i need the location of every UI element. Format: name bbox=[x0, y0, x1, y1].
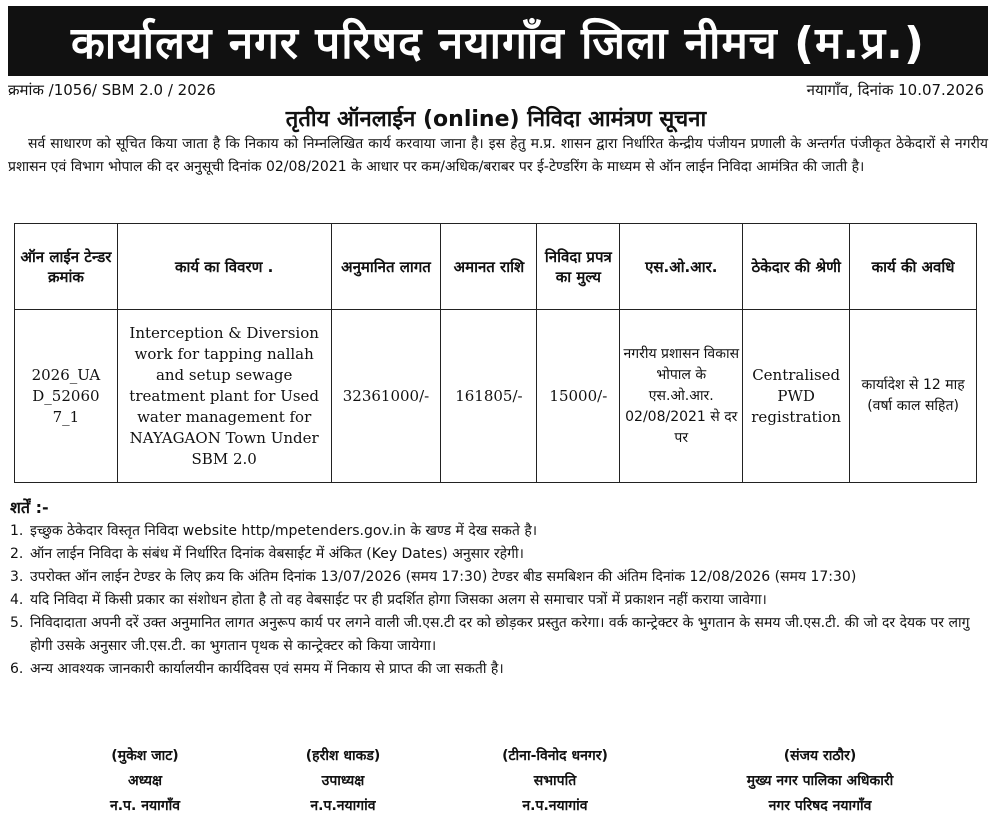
terms-list bbox=[10, 520, 985, 681]
term-item bbox=[10, 658, 985, 681]
header-contractor-category: ठेकेदार की श्रेणी bbox=[743, 224, 850, 310]
signatory-president bbox=[60, 744, 230, 819]
term-text: यदि निविदा में किसी प्रकार का संशोधन होता है तो वह वेबसाईट पर ही प्रदर्शित होगा जिसका अलग से समाचार पत्रों में प्रकाशन नहीं कराया जावेगा। bbox=[30, 592, 767, 608]
signatory-designation: सभापति bbox=[533, 773, 577, 789]
cell-description: Interception & Diversion work for tapping nallah and setup sewage treatment plant for Used water management for NAYAGAON Town Under SBM 2.0 bbox=[117, 310, 331, 483]
signatory-chairperson bbox=[450, 744, 660, 819]
term-number: 3. bbox=[10, 569, 24, 585]
term-text: ऑन लाईन निविदा के संबंध में निर्धारित दिनांक वेबसाईट में अंकित (Key Dates) अनुसार रहेगी। bbox=[30, 546, 524, 562]
place-date: नयागाँव, दिनांक 10.07.2026 bbox=[806, 81, 984, 99]
reference-line bbox=[8, 80, 988, 102]
term-number: 1. bbox=[10, 523, 24, 539]
cell-form-fee: 15000/- bbox=[537, 310, 620, 483]
office-banner: कार्यालय नगर परिषद नयागाँव जिला नीमच (म.प्र.) bbox=[8, 6, 988, 76]
term-item bbox=[10, 589, 985, 612]
table-header-row bbox=[15, 224, 977, 310]
header-tender-no: ऑन लाईन टेन्डर क्रमांक bbox=[15, 224, 118, 310]
intro-paragraph bbox=[8, 133, 988, 179]
header-sor: एस.ओ.आर. bbox=[620, 224, 743, 310]
term-item bbox=[10, 566, 985, 589]
header-description: कार्य का विवरण . bbox=[117, 224, 331, 310]
intro-text: सर्व साधारण को सूचित किया जाता है कि निकाय को निम्नलिखित कार्य करवाया जाना है। इस हेतु म.प्र. शासन द्वारा निर्धारित केन्द्रीय पंजीयन प्रणाली के अन्तर्गत पंजीकृत ठेकेदारों से नगरीय प्रशासन एवं विभाग भोपाल की दर अनुसूची दिनांक 02/08/2021 के आधार पर कम/अधिक/बराबर पर ई-टेण्डरिंग के माध्यम से ऑन लाईन निविदा आमंत्रित की जाती है। bbox=[8, 136, 988, 175]
terms-heading: शर्तें :- bbox=[10, 498, 49, 517]
term-item bbox=[10, 543, 985, 566]
signatory-designation: उपाध्यक्ष bbox=[321, 773, 365, 789]
signatory-name: (संजय राठौर) bbox=[783, 748, 857, 764]
signatory-name: (हरीश धाकड) bbox=[305, 748, 381, 764]
term-text: निविदादाता अपनी दरें उक्त अनुमानित लागत अनुरूप कार्य पर लगने वाली जी.एस.टी दर को छोड़कर प्रस्तुत करेगा। वर्क कान्ट्रेक्टर के भुगतान के समय जी.एस.टी. की जो दर देयक पर लागु होगी उसके अनुसार जी.एस.टी. का भुगतान पृथक से कान्ट्रेक्टर को किया जायेगा। bbox=[30, 615, 970, 654]
signatory-office: नगर परिषद नयागाँव bbox=[768, 798, 872, 814]
notice-title: तृतीय ऑनलाईन (online) निविदा आमंत्रण सूचना bbox=[285, 107, 707, 132]
term-number: 2. bbox=[10, 546, 24, 562]
term-number: 4. bbox=[10, 592, 24, 608]
term-text: इच्छुक ठेकेदार विस्तृत निविदा website http/mpetenders.gov.in के खण्ड में देख सकते है। bbox=[30, 523, 538, 539]
table-row bbox=[15, 310, 977, 483]
cell-contractor-category: Centralised PWD registration bbox=[743, 310, 850, 483]
term-text: अन्य आवश्यक जानकारी कार्यालयीन कार्यदिवस एवं समय में निकाय से प्राप्त की जा सकती है। bbox=[30, 661, 504, 677]
header-estimated-cost: अनुमानित लागत bbox=[331, 224, 441, 310]
signatory-office: न.प.नयागांव bbox=[310, 798, 376, 814]
term-number: 5. bbox=[10, 615, 24, 631]
term-item bbox=[10, 520, 985, 543]
reference-number: क्रमांक /1056/ SBM 2.0 / 2026 bbox=[8, 81, 216, 99]
tender-table bbox=[14, 223, 977, 483]
term-item bbox=[10, 612, 985, 658]
cell-tender-no: 2026_UAD_520607_1 bbox=[15, 310, 118, 483]
signatory-designation: मुख्य नगर पालिका अधिकारी bbox=[746, 773, 894, 789]
signatory-designation: अध्यक्ष bbox=[127, 773, 163, 789]
header-form-fee: निविदा प्रपत्र का मुल्य bbox=[537, 224, 620, 310]
signatory-vice-president bbox=[258, 744, 428, 819]
signatory-office: न.प. नयागाँव bbox=[109, 798, 181, 814]
signatory-cmo bbox=[690, 744, 950, 819]
term-text: उपरोक्त ऑन लाईन टेण्डर के लिए क्रय कि अंतिम दिनांक 13/07/2026 (समय 17:30) टेण्डर बीड समबिशन की अंतिम दिनांक 12/08/2026 (समय 17:30) bbox=[30, 569, 857, 585]
header-emd: अमानत राशि bbox=[441, 224, 537, 310]
cell-sor: नगरीय प्रशासन विकास भोपाल के एस.ओ.आर. 02/08/2021 से दर पर bbox=[620, 310, 743, 483]
cell-emd: 161805/- bbox=[441, 310, 537, 483]
signatory-name: (टीना-विनोद धनगर) bbox=[502, 748, 608, 764]
signatory-office: न.प.नयागांव bbox=[522, 798, 588, 814]
header-duration: कार्य की अवधि bbox=[850, 224, 977, 310]
cell-duration: कार्यादेश से 12 माह (वर्षा काल सहित) bbox=[850, 310, 977, 483]
cell-estimated-cost: 32361000/- bbox=[331, 310, 441, 483]
signatory-name: (मुकेश जाट) bbox=[111, 748, 179, 764]
term-number: 6. bbox=[10, 661, 24, 677]
